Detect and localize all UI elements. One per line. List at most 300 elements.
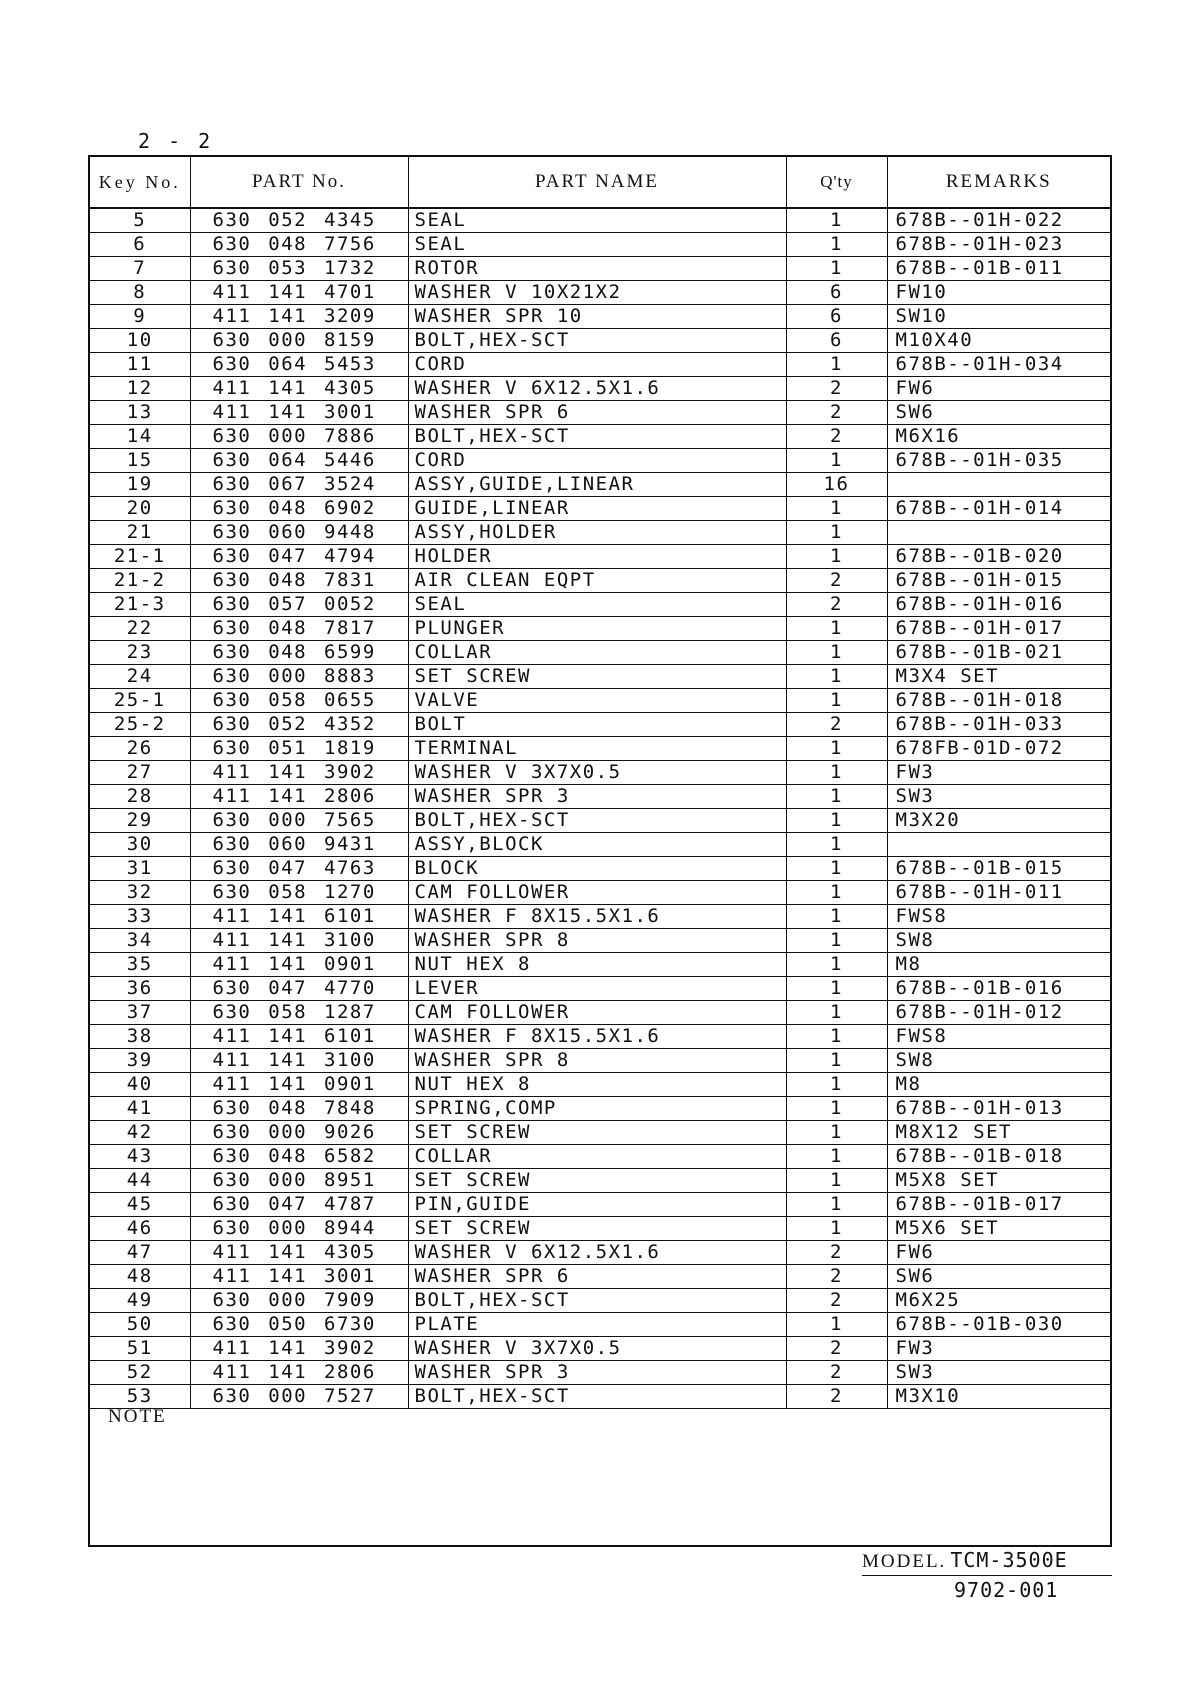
cell-remarks: 678B--01H-015 <box>887 569 1110 593</box>
header-row <box>90 157 1110 208</box>
cell-remarks: 678B--01H-012 <box>887 1001 1110 1025</box>
cell-part-name: WASHER V 10X21X2 <box>408 281 786 305</box>
cell-qty: 1 <box>786 1049 887 1073</box>
cell-key: 25-1 <box>90 689 190 713</box>
cell-qty: 1 <box>786 881 887 905</box>
cell-remarks: 678B--01H-035 <box>887 449 1110 473</box>
cell-part-name: ASSY,GUIDE,LINEAR <box>408 473 786 497</box>
cell-remarks: 678FB-01D-072 <box>887 737 1110 761</box>
cell-part-no: 630 047 4794 <box>190 545 408 569</box>
cell-qty: 1 <box>786 737 887 761</box>
cell-part-no: 411 141 4305 <box>190 377 408 401</box>
cell-part-no: 411 141 3902 <box>190 1337 408 1361</box>
cell-key: 20 <box>90 497 190 521</box>
table-row <box>90 833 1110 857</box>
table-row <box>90 641 1110 665</box>
cell-part-no: 411 141 3100 <box>190 1049 408 1073</box>
table-row <box>90 1049 1110 1073</box>
cell-qty: 1 <box>786 545 887 569</box>
cell-key: 53 <box>90 1385 190 1409</box>
cell-key: 8 <box>90 281 190 305</box>
cell-part-no: 411 141 6101 <box>190 1025 408 1049</box>
table-row <box>90 881 1110 905</box>
cell-key: 21-3 <box>90 593 190 617</box>
cell-qty: 6 <box>786 305 887 329</box>
cell-key: 26 <box>90 737 190 761</box>
table-row <box>90 233 1110 257</box>
header-qty: Q'ty <box>786 157 887 208</box>
cell-qty: 1 <box>786 809 887 833</box>
table-row <box>90 809 1110 833</box>
cell-key: 22 <box>90 617 190 641</box>
cell-key: 41 <box>90 1097 190 1121</box>
parts-table <box>90 157 1110 1409</box>
cell-part-no: 411 141 3209 <box>190 305 408 329</box>
table-row <box>90 497 1110 521</box>
cell-key: 7 <box>90 257 190 281</box>
cell-qty: 1 <box>786 521 887 545</box>
cell-qty: 2 <box>786 1265 887 1289</box>
cell-part-name: NUT HEX 8 <box>408 1073 786 1097</box>
table-row <box>90 1313 1110 1337</box>
cell-remarks: M6X25 <box>887 1289 1110 1313</box>
model-line <box>862 1548 1112 1576</box>
cell-part-no: 630 047 4763 <box>190 857 408 881</box>
cell-part-name: WASHER SPR 10 <box>408 305 786 329</box>
cell-qty: 1 <box>786 353 887 377</box>
cell-remarks: 678B--01H-014 <box>887 497 1110 521</box>
cell-remarks: 678B--01H-033 <box>887 713 1110 737</box>
table-row <box>90 713 1110 737</box>
cell-part-name: SET SCREW <box>408 1217 786 1241</box>
cell-remarks: 678B--01B-030 <box>887 1313 1110 1337</box>
cell-remarks: M3X20 <box>887 809 1110 833</box>
cell-key: 51 <box>90 1337 190 1361</box>
cell-part-name: WASHER F 8X15.5X1.6 <box>408 1025 786 1049</box>
table-row <box>90 1337 1110 1361</box>
cell-part-name: PLUNGER <box>408 617 786 641</box>
table-row <box>90 857 1110 881</box>
cell-part-name: WASHER SPR 8 <box>408 929 786 953</box>
cell-qty: 1 <box>786 617 887 641</box>
cell-part-name: ASSY,BLOCK <box>408 833 786 857</box>
cell-qty: 1 <box>786 257 887 281</box>
cell-qty: 1 <box>786 665 887 689</box>
cell-qty: 1 <box>786 1097 887 1121</box>
cell-remarks: FW3 <box>887 1337 1110 1361</box>
cell-key: 11 <box>90 353 190 377</box>
cell-part-no: 411 141 0901 <box>190 953 408 977</box>
cell-remarks: 678B--01B-016 <box>887 977 1110 1001</box>
cell-part-name: CORD <box>408 449 786 473</box>
cell-part-name: WASHER V 3X7X0.5 <box>408 761 786 785</box>
cell-part-name: ASSY,HOLDER <box>408 521 786 545</box>
cell-key: 21-2 <box>90 569 190 593</box>
table-row <box>90 1193 1110 1217</box>
parts-table-body <box>90 208 1110 1409</box>
cell-key: 15 <box>90 449 190 473</box>
cell-part-no: 630 064 5453 <box>190 353 408 377</box>
cell-key: 10 <box>90 329 190 353</box>
cell-key: 32 <box>90 881 190 905</box>
cell-key: 49 <box>90 1289 190 1313</box>
cell-remarks: 678B--01B-011 <box>887 257 1110 281</box>
cell-key: 5 <box>90 208 190 233</box>
cell-key: 52 <box>90 1361 190 1385</box>
cell-key: 19 <box>90 473 190 497</box>
cell-part-name: COLLAR <box>408 1145 786 1169</box>
table-row <box>90 1097 1110 1121</box>
cell-key: 39 <box>90 1049 190 1073</box>
cell-part-no: 630 047 4770 <box>190 977 408 1001</box>
cell-part-name: BOLT,HEX-SCT <box>408 1385 786 1409</box>
cell-remarks: 678B--01H-018 <box>887 689 1110 713</box>
cell-part-no: 630 048 7831 <box>190 569 408 593</box>
header-part-name: PART NAME <box>408 157 786 208</box>
cell-key: 36 <box>90 977 190 1001</box>
cell-qty: 1 <box>786 1217 887 1241</box>
cell-remarks: 678B--01B-015 <box>887 857 1110 881</box>
cell-part-no: 630 048 7756 <box>190 233 408 257</box>
cell-part-no: 630 000 7565 <box>190 809 408 833</box>
table-row <box>90 401 1110 425</box>
cell-remarks: FW6 <box>887 377 1110 401</box>
cell-part-no: 411 141 4305 <box>190 1241 408 1265</box>
table-row <box>90 473 1110 497</box>
cell-qty: 2 <box>786 401 887 425</box>
cell-qty: 2 <box>786 1241 887 1265</box>
cell-part-name: SPRING,COMP <box>408 1097 786 1121</box>
cell-part-no: 630 000 9026 <box>190 1121 408 1145</box>
cell-remarks: 678B--01H-017 <box>887 617 1110 641</box>
cell-key: 13 <box>90 401 190 425</box>
cell-part-no: 411 141 3100 <box>190 929 408 953</box>
cell-part-name: SET SCREW <box>408 1169 786 1193</box>
cell-part-no: 411 141 6101 <box>190 905 408 929</box>
cell-part-name: COLLAR <box>408 641 786 665</box>
cell-part-name: ROTOR <box>408 257 786 281</box>
cell-remarks: SW10 <box>887 305 1110 329</box>
cell-part-no: 411 141 2806 <box>190 1361 408 1385</box>
cell-key: 48 <box>90 1265 190 1289</box>
cell-remarks: M3X4 SET <box>887 665 1110 689</box>
cell-part-name: GUIDE,LINEAR <box>408 497 786 521</box>
table-row <box>90 737 1110 761</box>
cell-part-name: AIR CLEAN EQPT <box>408 569 786 593</box>
cell-part-name: WASHER V 6X12.5X1.6 <box>408 1241 786 1265</box>
cell-key: 37 <box>90 1001 190 1025</box>
cell-remarks: M6X16 <box>887 425 1110 449</box>
cell-key: 24 <box>90 665 190 689</box>
table-row <box>90 545 1110 569</box>
table-row <box>90 593 1110 617</box>
table-row <box>90 449 1110 473</box>
cell-part-no: 411 141 3001 <box>190 1265 408 1289</box>
cell-key: 28 <box>90 785 190 809</box>
cell-part-no: 630 052 4352 <box>190 713 408 737</box>
table-row <box>90 689 1110 713</box>
table-row <box>90 665 1110 689</box>
cell-part-name: WASHER SPR 6 <box>408 401 786 425</box>
cell-remarks: M8 <box>887 953 1110 977</box>
table-row <box>90 1121 1110 1145</box>
cell-key: 21 <box>90 521 190 545</box>
cell-remarks: M5X8 SET <box>887 1169 1110 1193</box>
cell-remarks: 678B--01B-020 <box>887 545 1110 569</box>
model-value: TCM-3500E <box>950 1548 1068 1572</box>
cell-part-no: 630 048 7848 <box>190 1097 408 1121</box>
cell-qty: 2 <box>786 1385 887 1409</box>
table-row <box>90 1145 1110 1169</box>
cell-key: 14 <box>90 425 190 449</box>
table-row <box>90 1385 1110 1409</box>
cell-qty: 1 <box>786 497 887 521</box>
cell-part-no: 630 058 0655 <box>190 689 408 713</box>
table-row <box>90 329 1110 353</box>
cell-remarks: SW8 <box>887 1049 1110 1073</box>
table-row <box>90 761 1110 785</box>
cell-remarks: FW3 <box>887 761 1110 785</box>
cell-part-no: 411 141 0901 <box>190 1073 408 1097</box>
cell-remarks: FWS8 <box>887 905 1110 929</box>
cell-part-name: SEAL <box>408 208 786 233</box>
cell-part-name: BOLT,HEX-SCT <box>408 425 786 449</box>
cell-remarks: 678B--01B-021 <box>887 641 1110 665</box>
cell-part-name: WASHER SPR 3 <box>408 785 786 809</box>
cell-part-no: 411 141 2806 <box>190 785 408 809</box>
table-row <box>90 1217 1110 1241</box>
table-row <box>90 1169 1110 1193</box>
cell-key: 23 <box>90 641 190 665</box>
cell-part-name: BOLT,HEX-SCT <box>408 1289 786 1313</box>
cell-part-no: 630 000 7909 <box>190 1289 408 1313</box>
cell-qty: 1 <box>786 977 887 1001</box>
cell-remarks: 678B--01H-034 <box>887 353 1110 377</box>
cell-part-no: 630 000 7527 <box>190 1385 408 1409</box>
cell-qty: 1 <box>786 857 887 881</box>
cell-part-no: 630 064 5446 <box>190 449 408 473</box>
cell-remarks <box>887 521 1110 545</box>
cell-key: 47 <box>90 1241 190 1265</box>
cell-remarks: FWS8 <box>887 1025 1110 1049</box>
table-row <box>90 281 1110 305</box>
table-row <box>90 208 1110 233</box>
cell-qty: 1 <box>786 689 887 713</box>
page-number: 2 - 2 <box>138 129 214 153</box>
header-part-no: PART No. <box>190 157 408 208</box>
cell-qty: 1 <box>786 1121 887 1145</box>
cell-remarks: M3X10 <box>887 1385 1110 1409</box>
cell-part-no: 630 000 8883 <box>190 665 408 689</box>
cell-part-name: HOLDER <box>408 545 786 569</box>
cell-part-name: SEAL <box>408 233 786 257</box>
table-row <box>90 953 1110 977</box>
cell-key: 30 <box>90 833 190 857</box>
document-code: 9702-001 <box>954 1578 1059 1602</box>
table-row <box>90 977 1110 1001</box>
cell-remarks: SW3 <box>887 785 1110 809</box>
table-row <box>90 1001 1110 1025</box>
cell-qty: 1 <box>786 1193 887 1217</box>
cell-key: 34 <box>90 929 190 953</box>
cell-key: 38 <box>90 1025 190 1049</box>
cell-key: 50 <box>90 1313 190 1337</box>
cell-key: 44 <box>90 1169 190 1193</box>
table-row <box>90 617 1110 641</box>
cell-remarks: M5X6 SET <box>887 1217 1110 1241</box>
cell-key: 43 <box>90 1145 190 1169</box>
cell-qty: 1 <box>786 761 887 785</box>
cell-qty: 6 <box>786 329 887 353</box>
cell-key: 6 <box>90 233 190 257</box>
cell-key: 42 <box>90 1121 190 1145</box>
cell-qty: 1 <box>786 449 887 473</box>
table-row <box>90 785 1110 809</box>
table-row <box>90 1289 1110 1313</box>
cell-part-no: 630 052 4345 <box>190 208 408 233</box>
cell-remarks: 678B--01H-016 <box>887 593 1110 617</box>
cell-qty: 2 <box>786 1361 887 1385</box>
table-row <box>90 929 1110 953</box>
cell-key: 12 <box>90 377 190 401</box>
cell-part-name: WASHER F 8X15.5X1.6 <box>408 905 786 929</box>
cell-qty: 2 <box>786 377 887 401</box>
cell-key: 31 <box>90 857 190 881</box>
cell-qty: 1 <box>786 1169 887 1193</box>
cell-key: 27 <box>90 761 190 785</box>
cell-part-name: PIN,GUIDE <box>408 1193 786 1217</box>
cell-part-no: 630 058 1270 <box>190 881 408 905</box>
cell-part-no: 411 141 3902 <box>190 761 408 785</box>
table-row <box>90 1361 1110 1385</box>
table-row <box>90 1265 1110 1289</box>
table-row <box>90 377 1110 401</box>
cell-part-no: 630 000 7886 <box>190 425 408 449</box>
table-row <box>90 1025 1110 1049</box>
cell-part-no: 411 141 4701 <box>190 281 408 305</box>
cell-part-name: PLATE <box>408 1313 786 1337</box>
cell-part-name: WASHER SPR 3 <box>408 1361 786 1385</box>
table-row <box>90 353 1110 377</box>
cell-key: 25-2 <box>90 713 190 737</box>
cell-part-no: 630 057 0052 <box>190 593 408 617</box>
cell-qty: 1 <box>786 833 887 857</box>
cell-key: 33 <box>90 905 190 929</box>
cell-part-no: 630 067 3524 <box>190 473 408 497</box>
cell-qty: 2 <box>786 1337 887 1361</box>
cell-qty: 1 <box>786 1073 887 1097</box>
cell-part-name: LEVER <box>408 977 786 1001</box>
table-row <box>90 257 1110 281</box>
cell-remarks: FW6 <box>887 1241 1110 1265</box>
cell-qty: 1 <box>786 785 887 809</box>
cell-qty: 1 <box>786 233 887 257</box>
cell-part-name: BOLT,HEX-SCT <box>408 329 786 353</box>
header-remarks: REMARKS <box>887 157 1110 208</box>
cell-qty: 1 <box>786 905 887 929</box>
cell-part-name: TERMINAL <box>408 737 786 761</box>
cell-part-no: 630 050 6730 <box>190 1313 408 1337</box>
cell-remarks: 678B--01B-017 <box>887 1193 1110 1217</box>
cell-part-no: 630 060 9448 <box>190 521 408 545</box>
cell-key: 29 <box>90 809 190 833</box>
cell-remarks: SW6 <box>887 401 1110 425</box>
table-row <box>90 1073 1110 1097</box>
cell-part-name: CAM FOLLOWER <box>408 1001 786 1025</box>
cell-remarks: SW8 <box>887 929 1110 953</box>
cell-remarks: SW6 <box>887 1265 1110 1289</box>
cell-part-no: 630 000 8159 <box>190 329 408 353</box>
cell-part-name: BOLT,HEX-SCT <box>408 809 786 833</box>
parts-list-frame <box>88 155 1112 1547</box>
cell-remarks: 678B--01B-018 <box>887 1145 1110 1169</box>
cell-remarks: 678B--01H-011 <box>887 881 1110 905</box>
cell-part-name: WASHER V 3X7X0.5 <box>408 1337 786 1361</box>
cell-qty: 6 <box>786 281 887 305</box>
cell-part-name: NUT HEX 8 <box>408 953 786 977</box>
cell-qty: 16 <box>786 473 887 497</box>
cell-qty: 1 <box>786 208 887 233</box>
table-row <box>90 905 1110 929</box>
cell-qty: 1 <box>786 953 887 977</box>
cell-part-no: 630 000 8951 <box>190 1169 408 1193</box>
cell-qty: 1 <box>786 1001 887 1025</box>
cell-key: 46 <box>90 1217 190 1241</box>
cell-qty: 2 <box>786 425 887 449</box>
cell-part-no: 630 051 1819 <box>190 737 408 761</box>
cell-key: 35 <box>90 953 190 977</box>
cell-remarks: M8 <box>887 1073 1110 1097</box>
cell-part-name: WASHER V 6X12.5X1.6 <box>408 377 786 401</box>
note-label: NOTE <box>108 1406 167 1427</box>
cell-part-name: VALVE <box>408 689 786 713</box>
cell-remarks: M8X12 SET <box>887 1121 1110 1145</box>
cell-part-name: CAM FOLLOWER <box>408 881 786 905</box>
cell-part-name: BOLT <box>408 713 786 737</box>
cell-remarks <box>887 473 1110 497</box>
cell-qty: 1 <box>786 1145 887 1169</box>
cell-part-no: 630 048 6599 <box>190 641 408 665</box>
table-row <box>90 425 1110 449</box>
cell-remarks: 678B--01H-013 <box>887 1097 1110 1121</box>
cell-part-no: 630 053 1732 <box>190 257 408 281</box>
cell-part-name: CORD <box>408 353 786 377</box>
cell-part-no: 630 060 9431 <box>190 833 408 857</box>
cell-qty: 1 <box>786 1313 887 1337</box>
cell-remarks: 678B--01H-023 <box>887 233 1110 257</box>
cell-part-name: BLOCK <box>408 857 786 881</box>
cell-qty: 1 <box>786 1025 887 1049</box>
cell-remarks: FW10 <box>887 281 1110 305</box>
cell-part-name: SEAL <box>408 593 786 617</box>
cell-part-name: SET SCREW <box>408 665 786 689</box>
table-row <box>90 521 1110 545</box>
cell-remarks: SW3 <box>887 1361 1110 1385</box>
cell-key: 45 <box>90 1193 190 1217</box>
cell-part-name: WASHER SPR 8 <box>408 1049 786 1073</box>
table-row <box>90 305 1110 329</box>
table-row <box>90 569 1110 593</box>
cell-qty: 2 <box>786 569 887 593</box>
cell-part-no: 630 058 1287 <box>190 1001 408 1025</box>
cell-part-no: 630 000 8944 <box>190 1217 408 1241</box>
cell-remarks: 678B--01H-022 <box>887 208 1110 233</box>
cell-part-no: 630 048 7817 <box>190 617 408 641</box>
cell-remarks <box>887 833 1110 857</box>
cell-remarks: M10X40 <box>887 329 1110 353</box>
cell-qty: 1 <box>786 929 887 953</box>
cell-key: 9 <box>90 305 190 329</box>
